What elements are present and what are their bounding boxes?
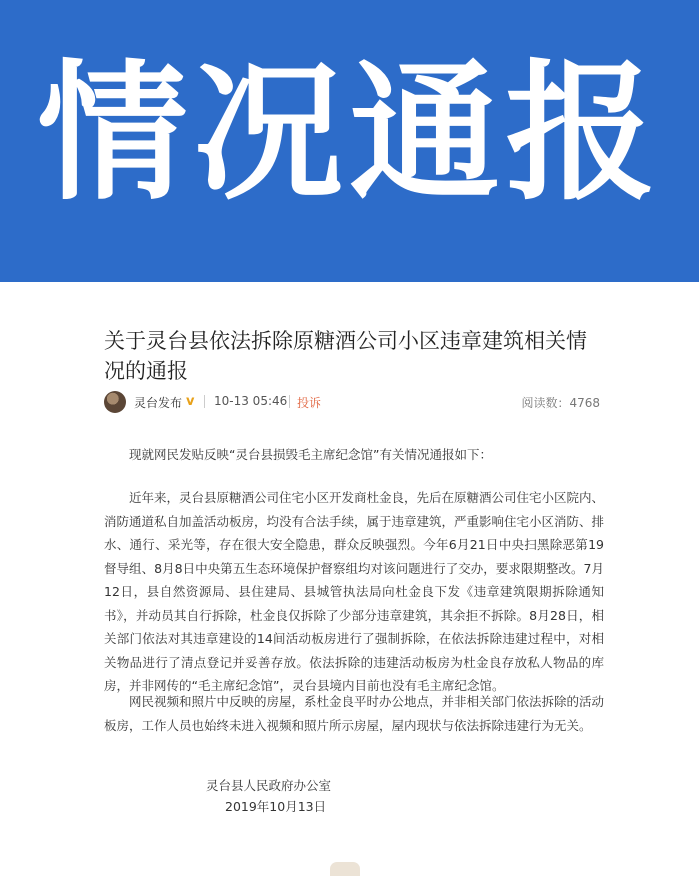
article-title: 关于灵台县依法拆除原糖酒公司小区违章建筑相关情况的通报 xyxy=(104,329,587,383)
decorative-mark xyxy=(330,862,360,876)
body-paragraph-2: 网民视频和照片中反映的房屋，系杜金良平时办公地点，并非相关部门依法拆除的活动板房，工作人员也始终未进入视频和照片所示房屋，屋内现状与依法拆除违建行为无关。 xyxy=(104,694,605,733)
divider xyxy=(289,395,290,408)
read-count: 阅读数：4768 xyxy=(521,396,600,410)
article-meta xyxy=(104,390,600,414)
signature-date: 2019年10月13日 xyxy=(225,799,327,814)
banner-title: 情况通报 xyxy=(37,47,662,221)
author-link[interactable]: 灵台发布 xyxy=(134,396,183,410)
verified-icon: v xyxy=(186,394,195,409)
avatar[interactable] xyxy=(104,391,126,413)
article-header xyxy=(104,326,604,386)
publish-time: 10-13 05:46 xyxy=(214,394,288,408)
body-paragraph-1: 近年来，灵台县原糖酒公司住宅小区开发商杜金良，先后在原糖酒公司住宅小区院内、消防通道私自加盖活动板房，均没有合法手续，属于违章建筑，严重影响住宅小区消防、排水、通行、采光等，存在很大安全隐患，群众反映强烈。今年6月21日中央扫黑除恶第19督导组、8月8日中央第五生态环境保护督察组均对该问题进行了交办，要求限期整改。7月12日，县自然资源局、县住建局、县城管执法局向杜金良下发《违章建筑限期拆除通知书》，并动员其自行拆除，杜金良仅拆除了少部分违章建筑，其余拒不拆除。8月28日，相关部门依法对其违章建设的14间活动板房进行了强制拆除，在依法拆除违建过程中，对相关物品进行了清点登记并妥善存放。依法拆除的违建活动板房为杜金良存放私人物品的库房，并非网传的“毛主席纪念馆”，灵台县境内目前也没有毛主席纪念馆。 xyxy=(104,490,605,693)
divider xyxy=(204,395,205,408)
intro-paragraph: 现就网民发贴反映“灵台县损毁毛主席纪念馆”有关情况通报如下： xyxy=(129,447,492,462)
report-link[interactable]: 投诉 xyxy=(297,396,322,410)
signature-organization: 灵台县人民政府办公室 xyxy=(206,778,332,793)
header-banner xyxy=(0,0,699,282)
